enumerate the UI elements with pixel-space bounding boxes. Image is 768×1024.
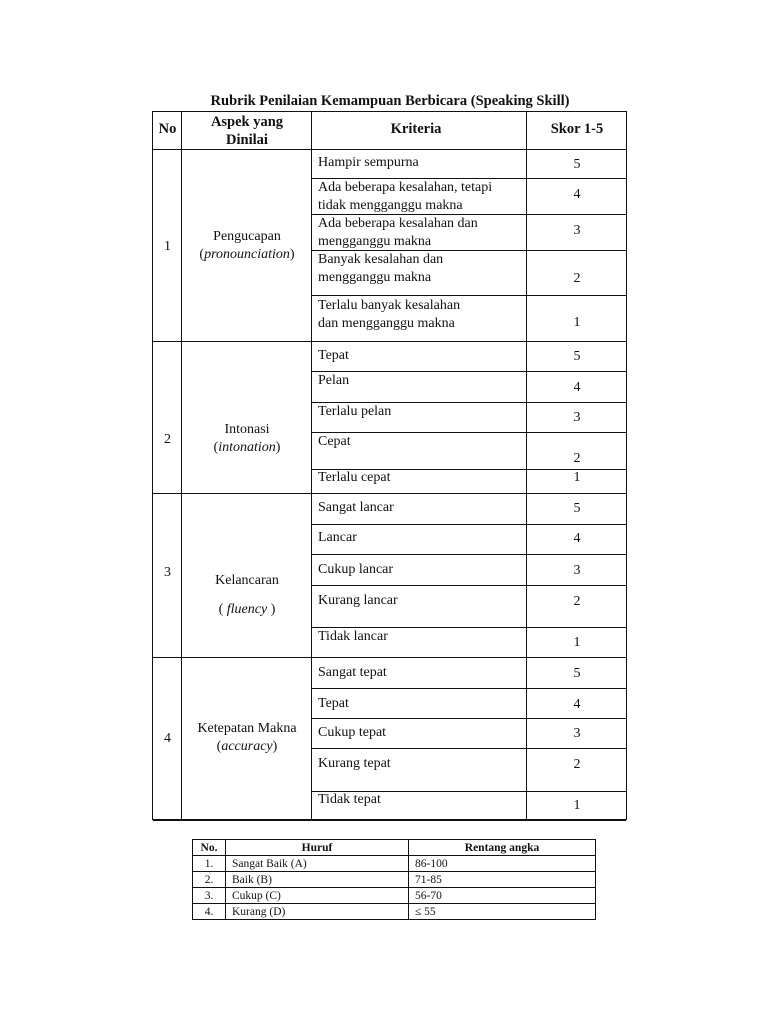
criteria-line: Kurang tepat [318, 756, 391, 771]
criteria-line: Banyak kesalahan dan [318, 252, 444, 267]
row-divider [153, 657, 626, 658]
header-skor: Skor 1-5 [550, 121, 604, 137]
row-divider [312, 718, 626, 719]
criteria-line: Hampir sempurna [318, 155, 419, 170]
criteria-line: Tepat [318, 696, 349, 711]
aspect-english-label: (pronounciation) [199, 247, 295, 262]
row-divider [153, 493, 626, 494]
rubric-table [152, 111, 627, 820]
aspect-name [182, 228, 312, 264]
header-aspek [182, 113, 312, 149]
criteria-text [318, 592, 518, 610]
criteria-text [318, 529, 518, 547]
criteria-text [318, 695, 518, 713]
score-value: 1 [573, 470, 581, 485]
grade-letter: Cukup (C) [226, 888, 409, 904]
grade-letter: Sangat Baik (A) [226, 856, 409, 872]
score-value: 5 [573, 501, 581, 516]
score-value: 3 [573, 410, 581, 425]
criteria-line: Pelan [318, 373, 350, 388]
grade-no: 1. [193, 856, 226, 872]
score-value: 3 [573, 223, 581, 238]
aspect-english-term: fluency [226, 602, 268, 617]
column-divider [311, 112, 312, 819]
criteria-text [318, 469, 518, 487]
criteria-line: Cukup tepat [318, 725, 387, 740]
criteria-text [318, 297, 518, 333]
score-value: 4 [573, 380, 581, 395]
criteria-text [318, 154, 518, 172]
score-value: 5 [573, 666, 581, 681]
header-aspek-line1: Aspek yang [210, 114, 284, 130]
grade-header-row [193, 840, 596, 856]
aspect-number: 3 [164, 565, 171, 580]
score-value: 5 [573, 157, 581, 172]
aspect-name [182, 720, 312, 756]
criteria-text [318, 724, 518, 742]
aspect-english-label: ( fluency ) [218, 602, 276, 617]
criteria-line: Terlalu pelan [318, 404, 392, 419]
criteria-line: Sangat lancar [318, 500, 394, 515]
grade-range: ≤ 55 [409, 904, 596, 920]
aspect-english-term: intonation [218, 440, 276, 455]
aspect-label: Pengucapan [213, 229, 281, 244]
criteria-line: Ada beberapa kesalahan dan [318, 216, 478, 231]
score-value: 4 [573, 531, 581, 546]
aspect-label: Intonasi [224, 422, 270, 437]
score-value: 3 [573, 726, 581, 741]
criteria-text [318, 433, 518, 451]
criteria-line: Terlalu banyak kesalahan [318, 298, 461, 313]
row-divider [312, 295, 626, 296]
header-no: No [158, 121, 177, 137]
criteria-text [318, 179, 518, 215]
page-title: Rubrik Penilaian Kemampuan Berbicara (Speaking Skill) [210, 93, 570, 109]
criteria-text [318, 215, 518, 251]
score-value: 2 [573, 594, 581, 609]
header-kriteria: Kriteria [390, 121, 442, 137]
aspect-number: 4 [164, 731, 171, 746]
row-divider [312, 748, 626, 749]
row-divider [312, 688, 626, 689]
grade-row [193, 856, 596, 872]
aspect-english-label: (accuracy) [216, 739, 278, 754]
criteria-line: dan mengganggu makna [318, 316, 455, 331]
criteria-line: Cukup lancar [318, 562, 394, 577]
criteria-line: Tidak tepat [318, 792, 381, 807]
aspect-english-label: (intonation) [213, 440, 281, 455]
criteria-line: Kurang lancar [318, 593, 398, 608]
row-divider [312, 554, 626, 555]
aspect-english-term: accuracy [221, 739, 273, 754]
grade-no: 3. [193, 888, 226, 904]
criteria-line: Lancar [318, 530, 357, 545]
criteria-text [318, 561, 518, 579]
grade-range: 86-100 [409, 856, 596, 872]
score-value: 4 [573, 187, 581, 202]
row-divider [312, 585, 626, 586]
criteria-line: mengganggu makna [318, 234, 432, 249]
grade-range: 56-70 [409, 888, 596, 904]
row-divider [153, 820, 626, 821]
score-value: 3 [573, 563, 581, 578]
criteria-text [318, 664, 518, 682]
criteria-text [318, 403, 518, 421]
criteria-text [318, 755, 518, 773]
criteria-line: Tepat [318, 348, 349, 363]
criteria-text [318, 347, 518, 365]
aspect-number: 2 [164, 432, 171, 447]
grade-row [193, 872, 596, 888]
grade-header-no: No. [193, 840, 226, 856]
grade-row [193, 888, 596, 904]
header-aspek-line2: Dinilai [226, 132, 268, 148]
aspect-name [182, 421, 312, 457]
aspect-name [182, 572, 312, 619]
grade-letter: Kurang (D) [226, 904, 409, 920]
criteria-line: Tidak lancar [318, 629, 388, 644]
score-value: 1 [573, 635, 581, 650]
aspect-label: Kelancaran [215, 573, 279, 588]
grade-range: 71-85 [409, 872, 596, 888]
row-divider [153, 341, 626, 342]
criteria-text [318, 628, 518, 646]
aspect-number: 1 [164, 239, 171, 254]
grade-header-rentang: Rentang angka [409, 840, 596, 856]
criteria-text [318, 251, 518, 287]
score-value: 5 [573, 349, 581, 364]
aspect-label: Ketepatan Makna [197, 721, 297, 736]
grade-letter: Baik (B) [226, 872, 409, 888]
criteria-line: Ada beberapa kesalahan, tetapi [318, 180, 493, 195]
grade-no: 2. [193, 872, 226, 888]
criteria-line: Cepat [318, 434, 351, 449]
score-value: 1 [573, 798, 581, 813]
criteria-text [318, 372, 518, 390]
aspect-english-term: pronounciation [204, 247, 290, 262]
criteria-text [318, 499, 518, 517]
grade-row [193, 904, 596, 920]
criteria-line: mengganggu makna [318, 270, 432, 285]
row-divider [153, 149, 626, 150]
criteria-text [318, 791, 518, 809]
grade-table [192, 839, 596, 920]
score-value: 1 [573, 315, 581, 330]
criteria-line: Sangat tepat [318, 665, 387, 680]
column-divider [181, 112, 182, 819]
score-value: 2 [573, 271, 581, 286]
criteria-line: tidak mengganggu makna [318, 198, 463, 213]
row-divider [312, 524, 626, 525]
score-value: 2 [573, 451, 581, 466]
grade-no: 4. [193, 904, 226, 920]
criteria-line: Terlalu cepat [318, 470, 391, 485]
grade-header-huruf: Huruf [226, 840, 409, 856]
score-value: 4 [573, 697, 581, 712]
score-value: 2 [573, 757, 581, 772]
